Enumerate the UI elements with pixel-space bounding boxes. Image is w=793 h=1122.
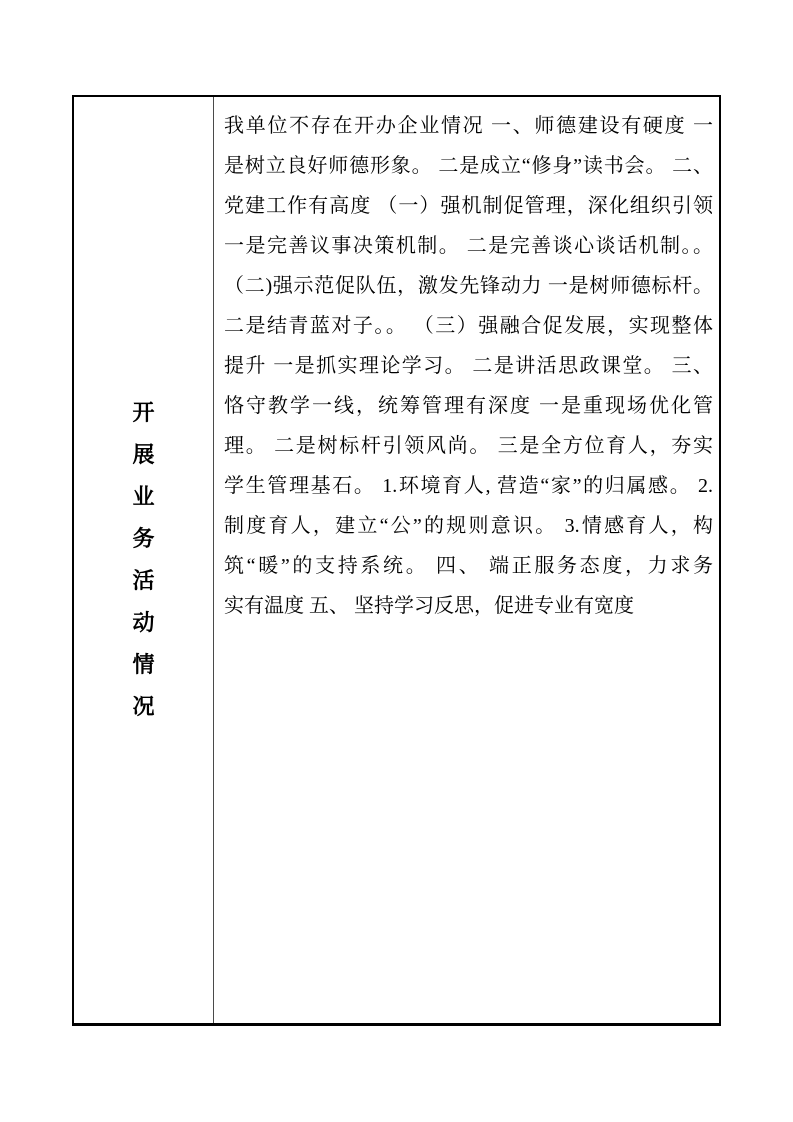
content-text-line: 恪守教学一线，统筹管理有深度 一是重现场优化管 bbox=[224, 395, 713, 417]
content-text-line: 筑“暖”的支持系统。 四、 端正服务态度，力求务 bbox=[224, 555, 713, 577]
content-text-line: 制度育人，建立“公”的规则意识。 3.情感育人，构 bbox=[224, 515, 713, 537]
row-header-char: 情 bbox=[132, 652, 155, 677]
content-text-line: 提升 一是抓实理论学习。 二是讲活思政课堂。 三、 bbox=[224, 355, 713, 377]
content-text-line: 党建工作有高度 （一）强机制促管理，深化组织引领 bbox=[224, 195, 713, 217]
content-text-line: 理。 二是树标杆引领风尚。 三是全方位育人，夯实 bbox=[224, 435, 713, 457]
content-text-line: 实有温度 五、 坚持学习反思，促进专业有宽度 bbox=[224, 595, 634, 617]
content-text-line: 是树立良好师德形象。 二是成立“修身”读书会。 二、 bbox=[224, 155, 713, 177]
activity-content-cell bbox=[214, 97, 719, 1023]
row-header-char: 开 bbox=[132, 400, 155, 425]
business-activity-table bbox=[72, 95, 721, 1026]
row-header-cell bbox=[74, 97, 214, 1023]
content-text-line: （二)强示范促队伍，激发先锋动力 一是树师德标杆。 bbox=[224, 275, 713, 297]
row-header-char: 动 bbox=[132, 610, 155, 635]
content-text-line: 二是结青蓝对子。。 （三）强融合促发展，实现整体 bbox=[224, 315, 713, 337]
content-text-line: 我单位不存在开办企业情况 一、师德建设有硬度 一 bbox=[224, 115, 713, 137]
row-header-char: 业 bbox=[132, 484, 155, 509]
content-text-line: 学生管理基石。 1.环境育人, 营造“家”的归属感。 2. bbox=[224, 475, 713, 497]
row-header-char: 活 bbox=[132, 568, 155, 593]
row-header-char: 务 bbox=[132, 526, 155, 551]
content-text-line: 一是完善议事决策机制。 二是完善谈心谈话机制。。 bbox=[224, 235, 713, 257]
row-header-char: 展 bbox=[132, 442, 155, 467]
row-header-char: 况 bbox=[132, 694, 155, 719]
